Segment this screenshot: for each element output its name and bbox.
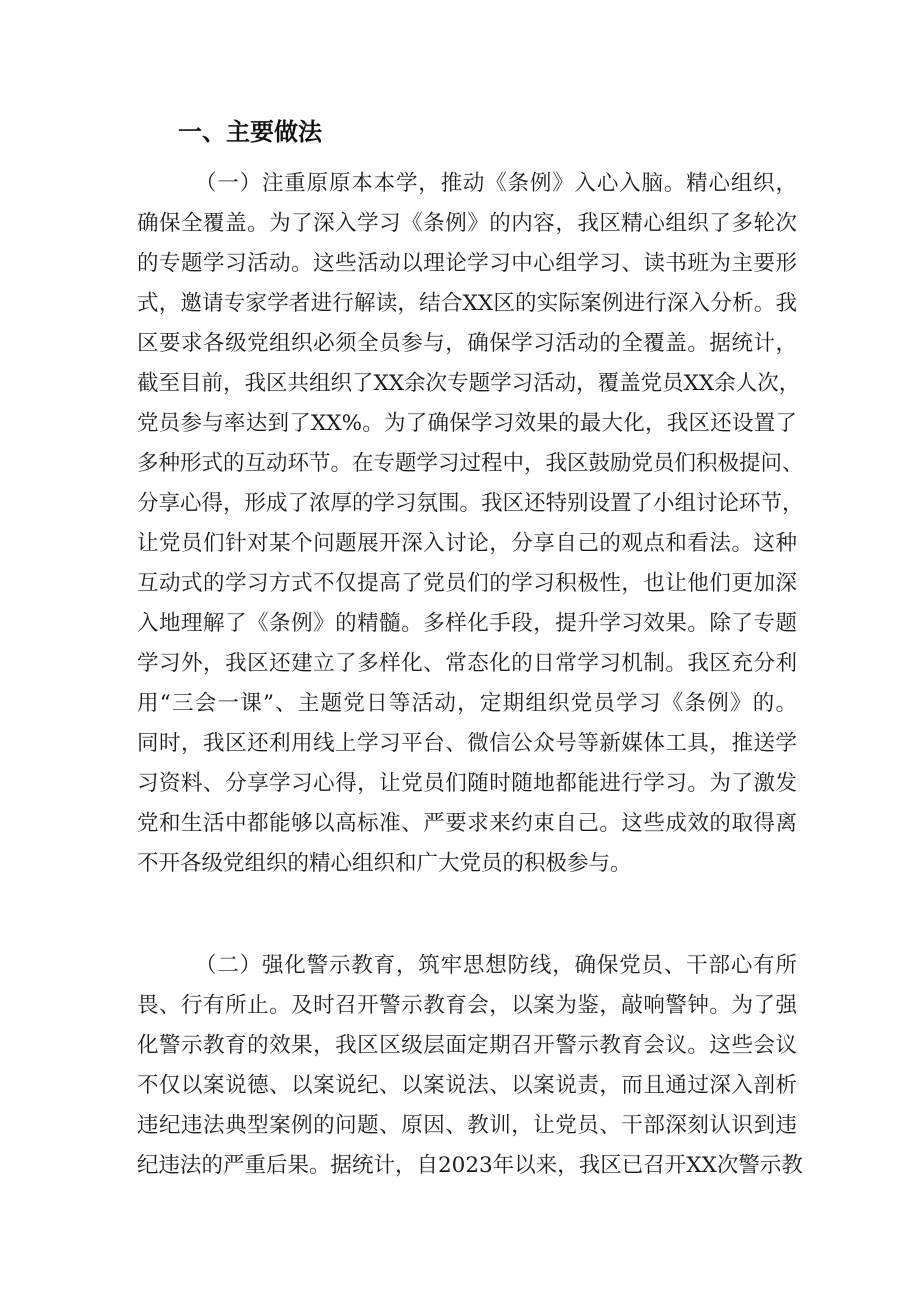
text-line: 互动式的学习方式不仅提高了党员们的学习积极性，也让他们更加深 (137, 571, 797, 596)
text-line: 多种形式的互动环节。在专题学习过程中，我区鼓励党员们积极提问、 (137, 451, 804, 476)
text-line: 区要求各级党组织必须全员参与，确保学习活动的全覆盖。据统计， (137, 331, 797, 356)
text-line: 党员参与率达到了XX%。为了确保学习效果的最大化，我区还设置了 (137, 411, 797, 436)
text-line: 纪违法的严重后果。据统计，自2023年以来，我区已召开XX次警示教 (137, 1153, 803, 1178)
text-line: 化警示教育的效果，我区区级层面定期召开警示教育会议。这些会议 (137, 1033, 797, 1058)
text-line: 确保全覆盖。为了深入学习《条例》的内容，我区精心组织了多轮次 (137, 211, 797, 236)
text-line: （二）强化警示教育，筑牢思想防线，确保党员、干部心有所 (195, 953, 797, 978)
text-line: 的专题学习活动。这些活动以理论学习中心组学习、读书班为主要形 (137, 251, 797, 276)
text-line: 畏、行有所止。及时召开警示教育会，以案为鉴，敲响警钟。为了强 (137, 993, 797, 1018)
text-line: 不开各级党组织的精心组织和广大党员的积极参与。 (137, 851, 632, 876)
text-line: 党和生活中都能够以高标准、严要求来约束自己。这些成效的取得离 (137, 811, 797, 836)
text-line: 不仅以案说德、以案说纪、以案说法、以案说责，而且通过深入剖析 (137, 1073, 797, 1098)
section-heading: 一、主要做法 (178, 118, 322, 146)
paragraph-warning-education (137, 946, 803, 1186)
text-line: 入地理解了《条例》的精髓。多样化手段，提升学习效果。除了专题 (137, 611, 797, 636)
text-line: 让党员们针对某个问题展开深入讨论，分享自己的观点和看法。这种 (137, 531, 797, 556)
text-line: 用“三会一课”、主题党日等活动，定期组织党员学习《条例》的。 (137, 691, 797, 716)
text-line: 分享心得，形成了浓厚的学习氛围。我区还特别设置了小组讨论环节， (137, 491, 804, 516)
text-line: 式，邀请专家学者进行解读，结合XX区的实际案例进行深入分析。我 (137, 291, 797, 316)
paragraph-study-regulations (137, 164, 804, 884)
text-line: 截至目前，我区共组织了XX余次专题学习活动，覆盖党员XX余人次， (137, 371, 801, 396)
text-line: 违纪违法典型案例的问题、原因、教训，让党员、干部深刻认识到违 (137, 1113, 797, 1138)
text-line: 习资料、分享学习心得，让党员们随时随地都能进行学习。为了激发 (137, 771, 797, 796)
text-line: （一）注重原原本本学，推动《条例》入心入脑。精心组织， (195, 171, 797, 196)
text-line: 同时，我区还利用线上学习平台、微信公众号等新媒体工具，推送学 (137, 731, 797, 756)
text-line: 学习外，我区还建立了多样化、常态化的日常学习机制。我区充分利 (137, 651, 797, 676)
